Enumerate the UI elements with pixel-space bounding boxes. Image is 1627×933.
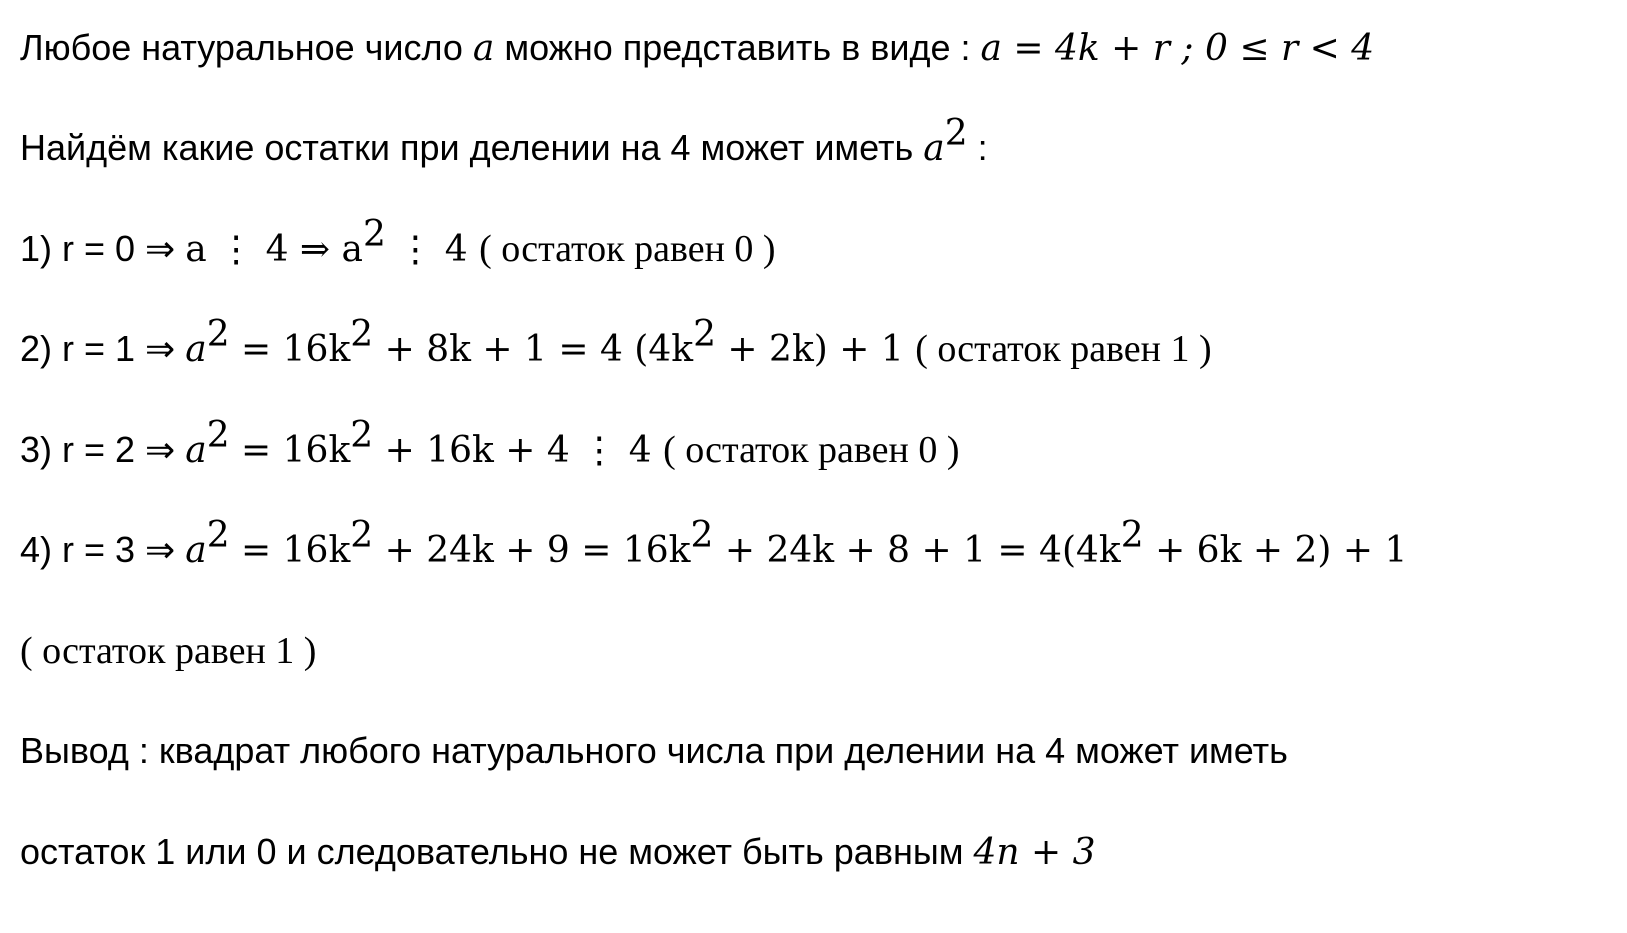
case2-exp-1: 2 <box>206 314 230 355</box>
case4-exp-2: 2 <box>350 515 374 556</box>
case2-a: a <box>185 329 207 370</box>
case4-label: 4) r = 3 ⇒ <box>20 529 186 570</box>
case4-exp-1: 2 <box>206 515 230 556</box>
case4-exp-4: 2 <box>1120 515 1144 556</box>
find-text: Найдём какие остатки при делении на 4 может иметь <box>20 127 924 168</box>
case2-part-3: + 2k) + 1 <box>715 329 916 370</box>
case3-part-2: + 16k + 4 ⋮ 4 <box>373 430 664 471</box>
case4-part-4: + 6k + 2) + 1 <box>1143 530 1408 571</box>
conclusion-line-1 <box>20 729 1288 773</box>
conclusion-formula: 4n + 3 <box>973 832 1096 873</box>
case4-remainder-note: ( остаток равен 1 ) <box>20 630 317 672</box>
case1-remainder-note: ( остаток равен 0 ) <box>479 228 776 270</box>
find-colon: : <box>967 127 988 168</box>
case3-exp-2: 2 <box>350 415 374 456</box>
case1-label: 1) r = 0 ⇒ <box>20 228 186 269</box>
intro-line <box>20 26 1374 71</box>
case1-exponent: 2 <box>363 214 386 255</box>
case3-line <box>20 415 960 473</box>
case3-part-1: = 16k <box>229 430 351 471</box>
case3-remainder-note: ( остаток равен 0 ) <box>663 429 960 471</box>
intro-text-2: можно представить в виде : <box>494 27 981 68</box>
find-line <box>20 113 988 171</box>
conclusion-line-2 <box>20 830 1096 875</box>
case1-formula: a ⋮ 4 ⇒ a <box>185 229 363 270</box>
case4-part-2: + 24k + 9 = 16k <box>373 530 691 571</box>
conclusion-text-2: остаток 1 или 0 и следовательно не может быть равным <box>20 831 974 872</box>
case2-part-2: + 8k + 1 = 4 (4k <box>373 329 694 370</box>
case4-line <box>20 515 1408 573</box>
case2-label: 2) r = 1 ⇒ <box>20 328 186 369</box>
find-a: a <box>923 128 945 169</box>
case4-part-1: = 16k <box>229 530 351 571</box>
case2-exp-2: 2 <box>350 314 374 355</box>
case2-part-1: = 16k <box>229 329 351 370</box>
intro-text-1: Любое натуральное число <box>20 27 473 68</box>
intro-variable-a: a <box>472 28 495 69</box>
case2-remainder-note: ( остаток равен 1 ) <box>915 328 1212 370</box>
case3-a: a <box>185 430 207 471</box>
case2-exp-3: 2 <box>693 314 716 355</box>
case4-exp-3: 2 <box>690 515 714 556</box>
case4-a: a <box>185 530 207 571</box>
case4-note-line <box>20 629 316 673</box>
case3-exp-1: 2 <box>206 415 230 456</box>
case2-line <box>20 314 1212 372</box>
case3-label: 3) r = 2 ⇒ <box>20 429 186 470</box>
case1-line <box>20 214 776 272</box>
find-a-exponent: 2 <box>944 113 968 154</box>
intro-formula: a = 4k + r ; 0 ≤ r < 4 <box>980 28 1375 69</box>
conclusion-text-1: Вывод : квадрат любого натурального числа при делении на 4 может иметь <box>20 730 1288 771</box>
case4-part-3: + 24k + 8 + 1 = 4(4k <box>713 530 1121 571</box>
case1-formula-tail: ⋮ 4 <box>385 229 480 270</box>
